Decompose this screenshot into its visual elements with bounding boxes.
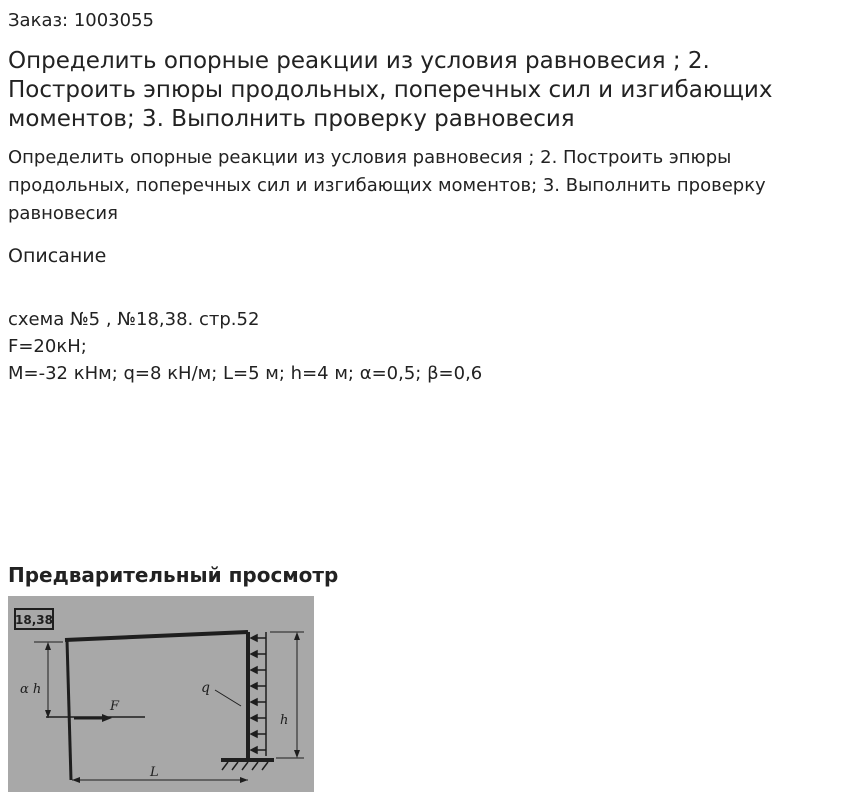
- frame-diagram: [8, 596, 314, 792]
- label-L: L: [150, 765, 159, 780]
- description-line-force: F=20кН;: [8, 336, 87, 357]
- distributed-load-arrows: [251, 635, 266, 753]
- dim-ah-arrow-top: [45, 642, 51, 650]
- force-arrowhead: [102, 714, 112, 722]
- label-F: F: [110, 699, 120, 714]
- left-column: [67, 640, 71, 780]
- top-beam: [65, 632, 248, 640]
- order-number: Заказ: 1003055: [8, 10, 154, 31]
- preview-image: [8, 596, 314, 792]
- preview-heading: Предварительный просмотр: [8, 563, 339, 587]
- label-q: q: [201, 680, 210, 696]
- label-h: h: [280, 713, 289, 728]
- description-line-scheme: схема №5 , №18,38. стр.52: [8, 309, 260, 330]
- page-title: Определить опорные реакции из условия равновесия ; 2. Построить эпюры продольных, поперечных сил и изгибающих моментов; 3. Выполнить проверку равновесия: [8, 48, 773, 132]
- description-line-params: M=-32 кНм; q=8 кН/м; L=5 м; h=4 м; α=0,5; β=0,6: [8, 363, 483, 384]
- description-heading: Описание: [8, 245, 107, 267]
- task-summary: Определить опорные реакции из условия равновесия ; 2. Построить эпюры продольных, поперечных сил и изгибающих моментов; 3. Выполнить проверку равновесия: [8, 147, 766, 224]
- label-ah: α h: [20, 682, 42, 697]
- description-body: [8, 306, 482, 387]
- scheme-number: 18,38: [15, 613, 53, 627]
- dim-L-arrow-right: [240, 777, 248, 783]
- dim-h-arrow-bottom: [294, 750, 300, 758]
- dim-L-arrow-left: [72, 777, 80, 783]
- dim-h-arrow-top: [294, 632, 300, 640]
- support-hatching: [222, 762, 268, 770]
- q-leader: [215, 690, 241, 706]
